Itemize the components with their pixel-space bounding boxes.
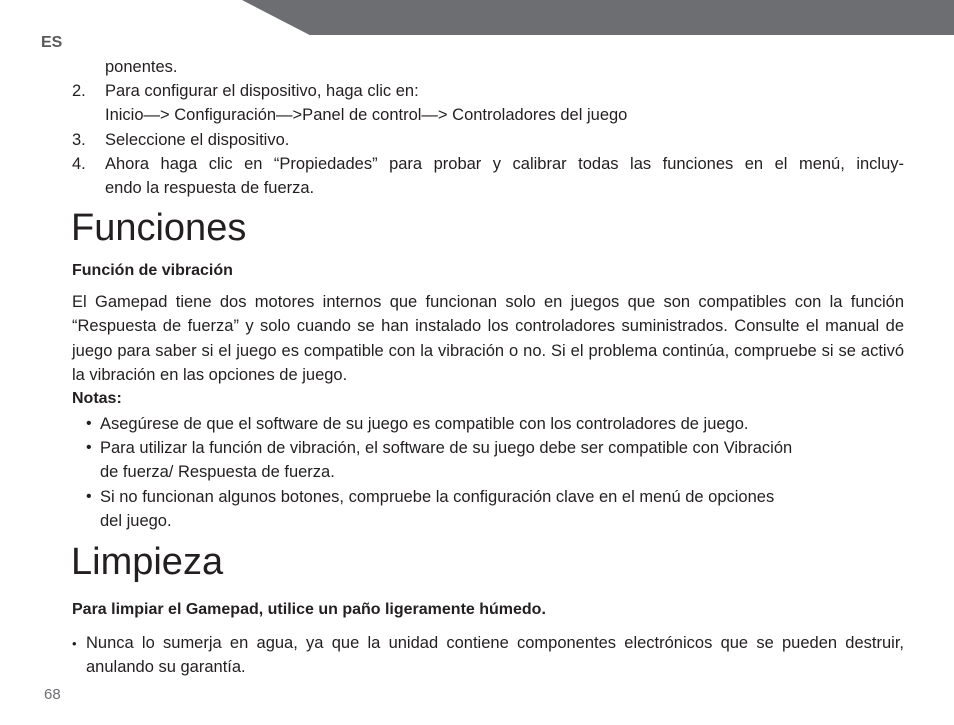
section-title-limpieza: Limpieza bbox=[71, 541, 224, 583]
step-3-number: 3. bbox=[72, 131, 86, 149]
note-3-line2: del juego. bbox=[100, 512, 172, 530]
bullet-icon: • bbox=[72, 636, 77, 651]
step-4-number: 4. bbox=[72, 155, 86, 173]
note-2-line1: Para utilizar la función de vibración, el software de su juego debe ser compatible con Vibración bbox=[100, 439, 793, 457]
bullet-icon: • bbox=[86, 488, 92, 505]
step-3-text: Seleccione el dispositivo. bbox=[105, 131, 290, 149]
step-2-number: 2. bbox=[72, 82, 86, 100]
note-3-line1: Si no funcionan algunos botones, compruebe la configuración clave en el menú de opciones bbox=[100, 488, 775, 506]
vibration-paragraph: El Gamepad tiene dos motores internos que funcionan solo en juegos que son compatibles con la función “Respuesta de fuerza” y solo cuando se han instalado los controladores suministrados. Consulte el manual de juego para saber si el juego es compatible con la vibración o no. Si el problema continúa, compruebe si se activó la vibración en las opciones de juego. bbox=[72, 293, 904, 384]
step-1-continuation: ponentes. bbox=[105, 58, 178, 76]
header-tab-decoration bbox=[242, 0, 954, 35]
step-2-text: Para configurar el dispositivo, haga clic en: bbox=[105, 82, 419, 100]
bullet-icon: • bbox=[86, 415, 92, 432]
cleaning-bullet-text: Nunca lo sumerja en agua, ya que la unidad contiene componentes electrónicos que se pueden destruir, anulando su garantía. bbox=[86, 634, 904, 677]
note-1-line1: Asegúrese de que el software de su juego es compatible con los controladores de juego. bbox=[100, 415, 749, 433]
page-number: 68 bbox=[44, 686, 61, 703]
language-label: ES bbox=[41, 34, 63, 51]
subtitle-vibration: Función de vibración bbox=[72, 262, 233, 279]
step-4-text-line2: endo la respuesta de fuerza. bbox=[105, 179, 315, 197]
notes-label: Notas: bbox=[72, 390, 122, 407]
note-2-line2: de fuerza/ Respuesta de fuerza. bbox=[100, 463, 335, 481]
section-title-funciones: Funciones bbox=[71, 207, 247, 249]
bullet-icon: • bbox=[86, 439, 92, 456]
step-4-text-line1: Ahora haga clic en “Propiedades” para probar y calibrar todas las funciones en el menú, incluy- bbox=[105, 155, 904, 173]
subtitle-cleaning: Para limpiar el Gamepad, utilice un paño ligeramente húmedo. bbox=[72, 601, 546, 618]
step-2-path: Inicio—> Configuración—>Panel de control—> Controladores del juego bbox=[105, 106, 628, 124]
